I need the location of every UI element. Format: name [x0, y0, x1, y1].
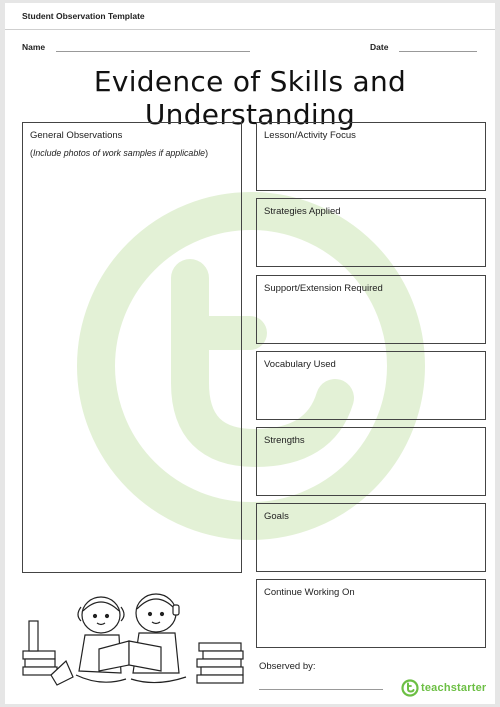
teachstarter-logo-icon: [401, 679, 419, 697]
strategies-applied-box: [256, 198, 486, 267]
box-label: Strategies Applied: [264, 206, 341, 217]
name-label: Name: [22, 42, 46, 52]
box-label: Lesson/Activity Focus: [264, 130, 356, 141]
date-line: [399, 51, 477, 52]
children-reading-illustration: [21, 591, 246, 689]
box-label: General Observations: [30, 130, 123, 141]
strengths-box: [256, 427, 486, 496]
name-line: [56, 51, 250, 52]
box-label: Goals: [264, 511, 289, 522]
page-title: Evidence of Skills and Understanding: [93, 65, 407, 131]
box-label: Strengths: [264, 435, 305, 446]
document-label: Student Observation Template: [22, 11, 145, 21]
box-label: Vocabulary Used: [264, 359, 336, 370]
worksheet-page: [5, 3, 495, 704]
box-note: (Include photos of work samples if applicable): [30, 148, 208, 158]
observed-by-line: [259, 689, 383, 690]
date-label: Date: [370, 42, 389, 52]
goals-box: [256, 503, 486, 572]
observed-by-label: Observed by:: [259, 661, 316, 672]
support-extension-box: [256, 275, 486, 344]
brand-name: teachstarter: [421, 682, 487, 694]
continue-working-on-box: [256, 579, 486, 648]
general-observations-box: [22, 122, 242, 573]
lesson-activity-focus-box: [256, 122, 486, 191]
header-bar: [5, 3, 495, 30]
box-label: Support/Extension Required: [264, 283, 383, 294]
vocabulary-used-box: [256, 351, 486, 420]
box-label: Continue Working On: [264, 587, 355, 598]
